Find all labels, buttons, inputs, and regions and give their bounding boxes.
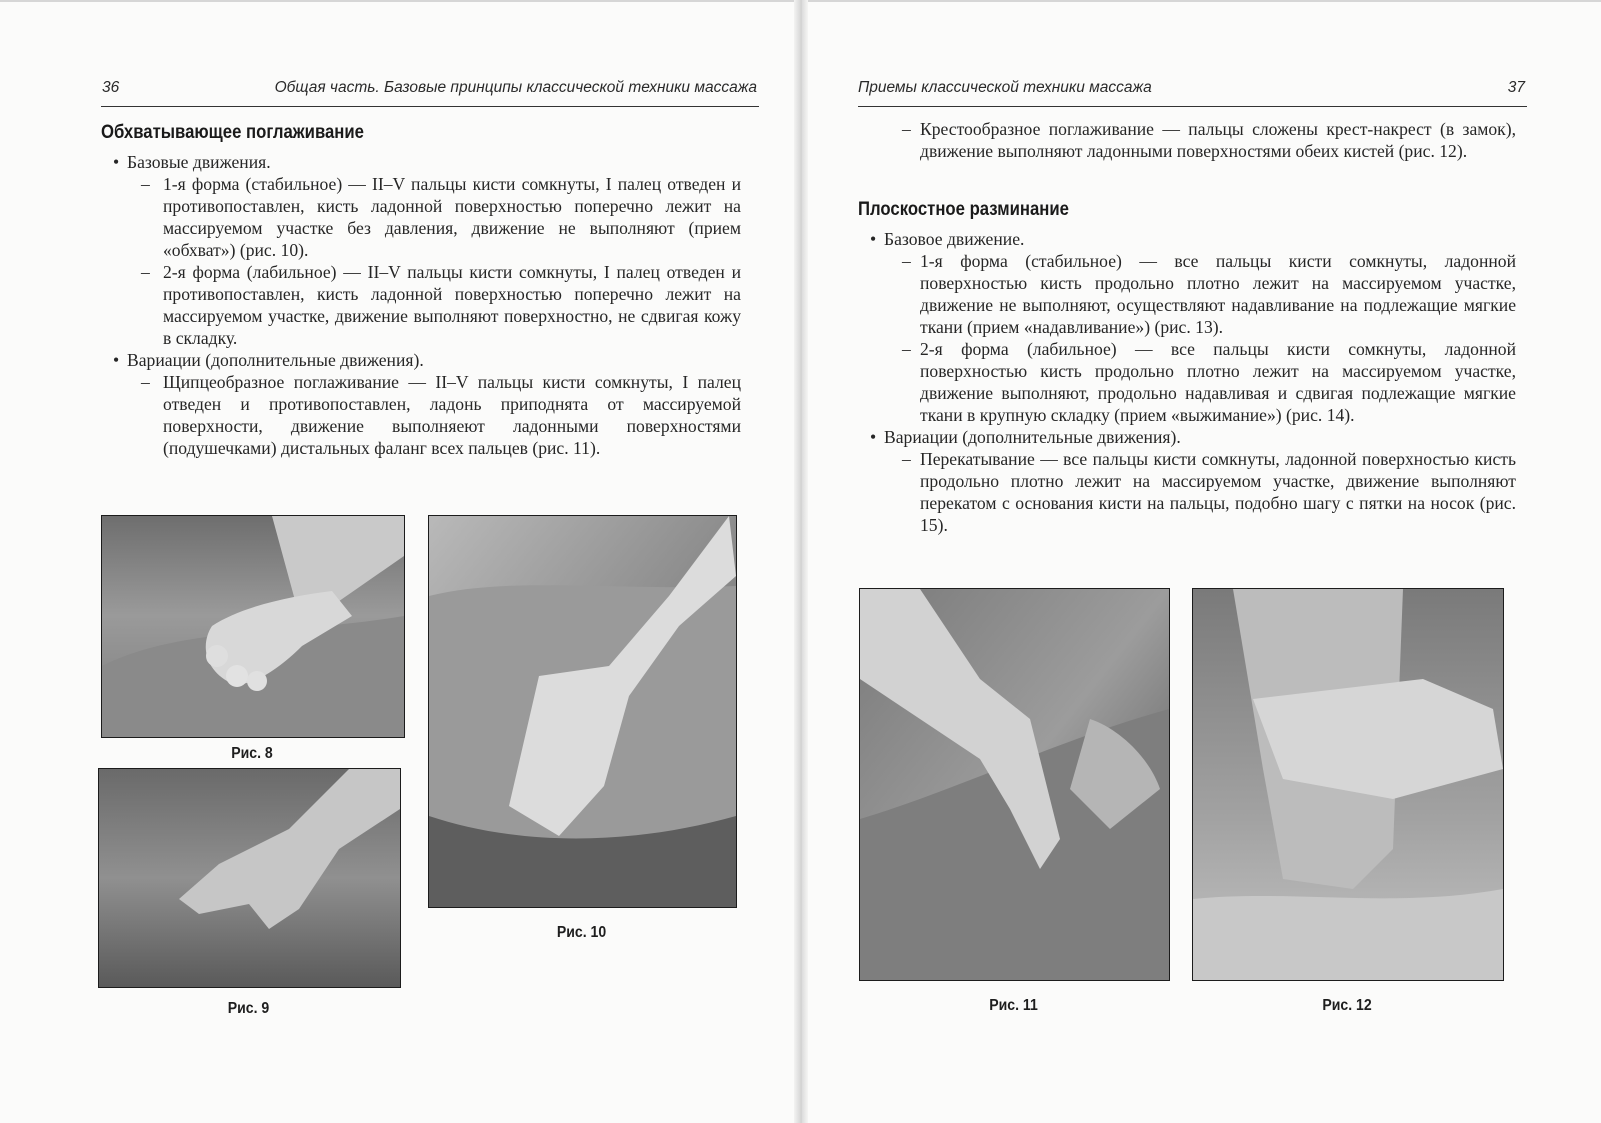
figure-10-caption: Рис. 10 <box>556 924 607 941</box>
right-page <box>808 0 1601 1123</box>
left-page <box>0 0 794 1123</box>
running-head <box>858 76 1527 107</box>
paragraph-dash: – Крестообразное поглаживание — пальцы сложены крест-накрест (в замок), движение выполняют ладонными поверхностями обеих кистей (рис. 12). <box>858 118 1516 162</box>
hand-icon <box>102 516 404 737</box>
figure-10-photo <box>428 515 737 908</box>
hand-icon <box>860 589 1169 980</box>
paragraph-dash: – 2-я форма (лабильное) — все пальцы кисти сомкнуты, ладонной поверхностью кисть продольно плотно лежит на массируемом участке, движение выполняют, продольно надавливая и сдвигая подлежащие мягкие ткани в крупную складку (прием «выжимание») (рис. 14). <box>858 338 1516 426</box>
figure-9-caption: Рис. 9 <box>227 1000 270 1017</box>
hand-icon <box>1193 589 1503 980</box>
paragraph-dash: – 1-я форма (стабильное) — все пальцы кисти сомкнуты, ладонной поверхностью кисть продольно плотно лежит на массируемом участке, движение не выполняют, осуществляют надавливание на подлежащие мягкие ткани (прием «надавливание») (рис. 13). <box>858 250 1516 338</box>
paragraph-dash: – Щипцеобразное поглаживание — II–V пальцы кисти сомкнуты, I палец отведен и противопоставлен, ладонь приподнята от массируемой поверхности, движение выполняеют ладонными поверхностями (подушечками) дистальных фаланг всех пальцев (рис. 11). <box>101 371 741 459</box>
paragraph-bullet: • Вариации (дополнительные движения). <box>101 349 741 371</box>
paragraph-dash: – 2-я форма (лабильное) — II–V пальцы кисти сомкнуты, I палец отведен и противопоставлен, кисть ладонной поверхностью поперечно лежит на массируемом участке, движение выполняют поверхностно, не сдвигая кожу в складку. <box>101 261 741 349</box>
figure-11-caption: Рис. 11 <box>989 997 1038 1014</box>
paragraph-dash: – 1-я форма (стабильное) — II–V пальцы кисти сомкнуты, I палец отведен и противопоставлен, кисть ладонной поверхностью поперечно лежит на массируемом участке без давления, движение не выполняют (прием «обхват») (рис. 10). <box>101 173 741 261</box>
figure-11-photo <box>859 588 1170 981</box>
running-title: Приемы классической техники массажа <box>858 79 1152 96</box>
figure-8-photo <box>101 515 405 738</box>
body-text <box>101 151 741 459</box>
hand-icon <box>429 516 736 907</box>
paragraph-bullet: • Базовое движение. <box>858 228 1516 250</box>
running-head <box>101 76 759 107</box>
running-title: Общая часть. Базовые принципы классической техники массажа <box>274 79 757 96</box>
figure-9-photo <box>98 768 401 988</box>
figure-12-caption: Рис. 12 <box>1322 997 1372 1014</box>
paragraph-dash: – Перекатывание — все пальцы кисти сомкнуты, ладонной поверхностью кисть продольно плотно лежит на массируемом участке, движение выполняют перекатом с основания кисти на пальцы, подобно шагу с пятки на носок (рис. 15). <box>858 448 1516 536</box>
hand-icon <box>99 769 400 987</box>
page-number: 37 <box>1507 79 1525 96</box>
paragraph-bullet: • Вариации (дополнительные движения). <box>858 426 1516 448</box>
book-gutter <box>794 0 808 1123</box>
figure-12-photo <box>1192 588 1504 981</box>
page-number: 36 <box>102 79 120 96</box>
body-text <box>858 228 1516 536</box>
section-title: Плоскостное разминание <box>858 199 1069 220</box>
intro-text <box>858 118 1516 162</box>
paragraph-bullet: • Базовые движения. <box>101 151 741 173</box>
section-title: Обхватывающее поглаживание <box>101 122 364 143</box>
figure-8-caption: Рис. 8 <box>231 745 273 762</box>
